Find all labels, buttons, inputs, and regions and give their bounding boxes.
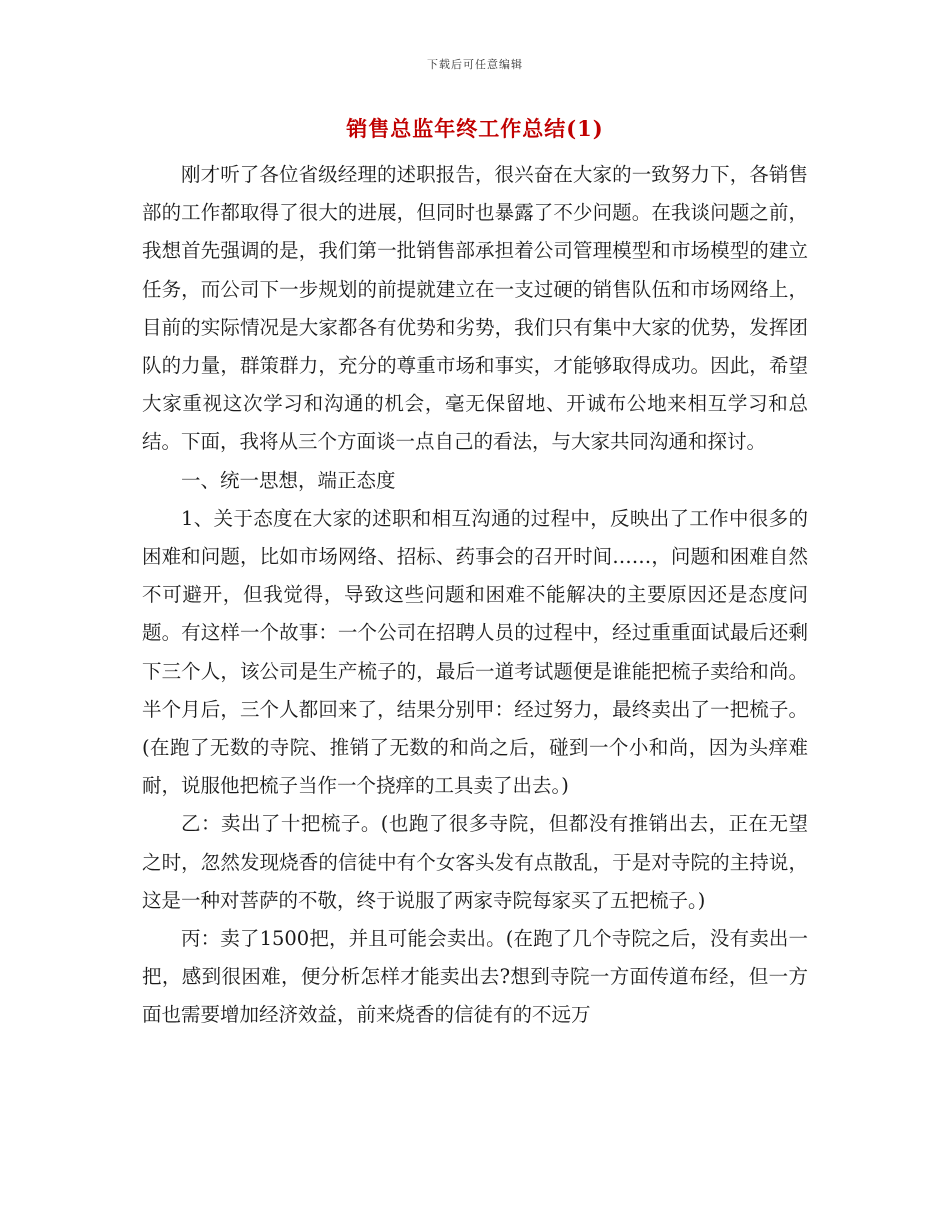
paragraph-candidate-c: 丙：卖了1500把，并且可能会卖出。(在跑了几个寺院之后，没有卖出一把，感到很困难，便分析怎样才能卖出去?想到寺院一方面传道布经，但一方面也需要增加经济效益，前来烧香的信徒有的不远万 [142,927,808,1027]
section-heading-1: 一、统一思想，端正态度 [181,468,396,492]
document-body [142,156,808,1035]
paragraph-intro: 刚才听了各位省级经理的述职报告，很兴奋在大家的一致努力下，各销售部的工作都取得了很大的进展，但同时也暴露了不少问题。在我谈问题之前，我想首先强调的是，我们第一批销售部承担着公司管理模型和市场模型的建立任务，而公司下一步规划的前提就建立在一支过硬的销售队伍和市场网络上，目前的实际情况是大家都各有优势和劣势，我们只有集中大家的优势，发挥团队的力量，群策群力，充分的尊重市场和事实，才能够取得成功。因此，希望大家重视这次学习和沟通的机会，毫无保留地、开诚布公地来相互学习和总结。下面，我将从三个方面谈一点自己的看法，与大家共同沟通和探讨。 [142,163,808,454]
paragraph-attitude: 1、关于态度在大家的述职和相互沟通的过程中，反映出了工作中很多的困难和问题，比如市场网络、招标、药事会的召开时间……，问题和困难自然不可避开，但我觉得，导致这些问题和困难不能解决的主要原因还是态度问题。有这样一个故事：一个公司在招聘人员的过程中，经过重重面试最后还剩下三个人，该公司是生产梳子的，最后一道考试题便是谁能把梳子卖给和尚。半个月后，三个人都回来了，结果分别甲：经过努力，最终卖出了一把梳子。(在跑了无数的寺院、推销了无数的和尚之后，碰到一个小和尚，因为头痒难耐，说服他把梳子当作一个挠痒的工具卖了出去。) [142,506,808,798]
paragraph-candidate-b: 乙：卖出了十把梳子。(也跑了很多寺院，但都没有推销出去，正在无望之时，忽然发现烧香的信徒中有个女客头发有点散乱，于是对寺院的主持说，这是一种对菩萨的不敬，终于说服了两家寺院每家买了五把梳子。) [142,812,808,912]
header-note: 下载后可任意编辑 [427,58,523,71]
document-title: 销售总监年终工作总结(1) [346,116,604,141]
